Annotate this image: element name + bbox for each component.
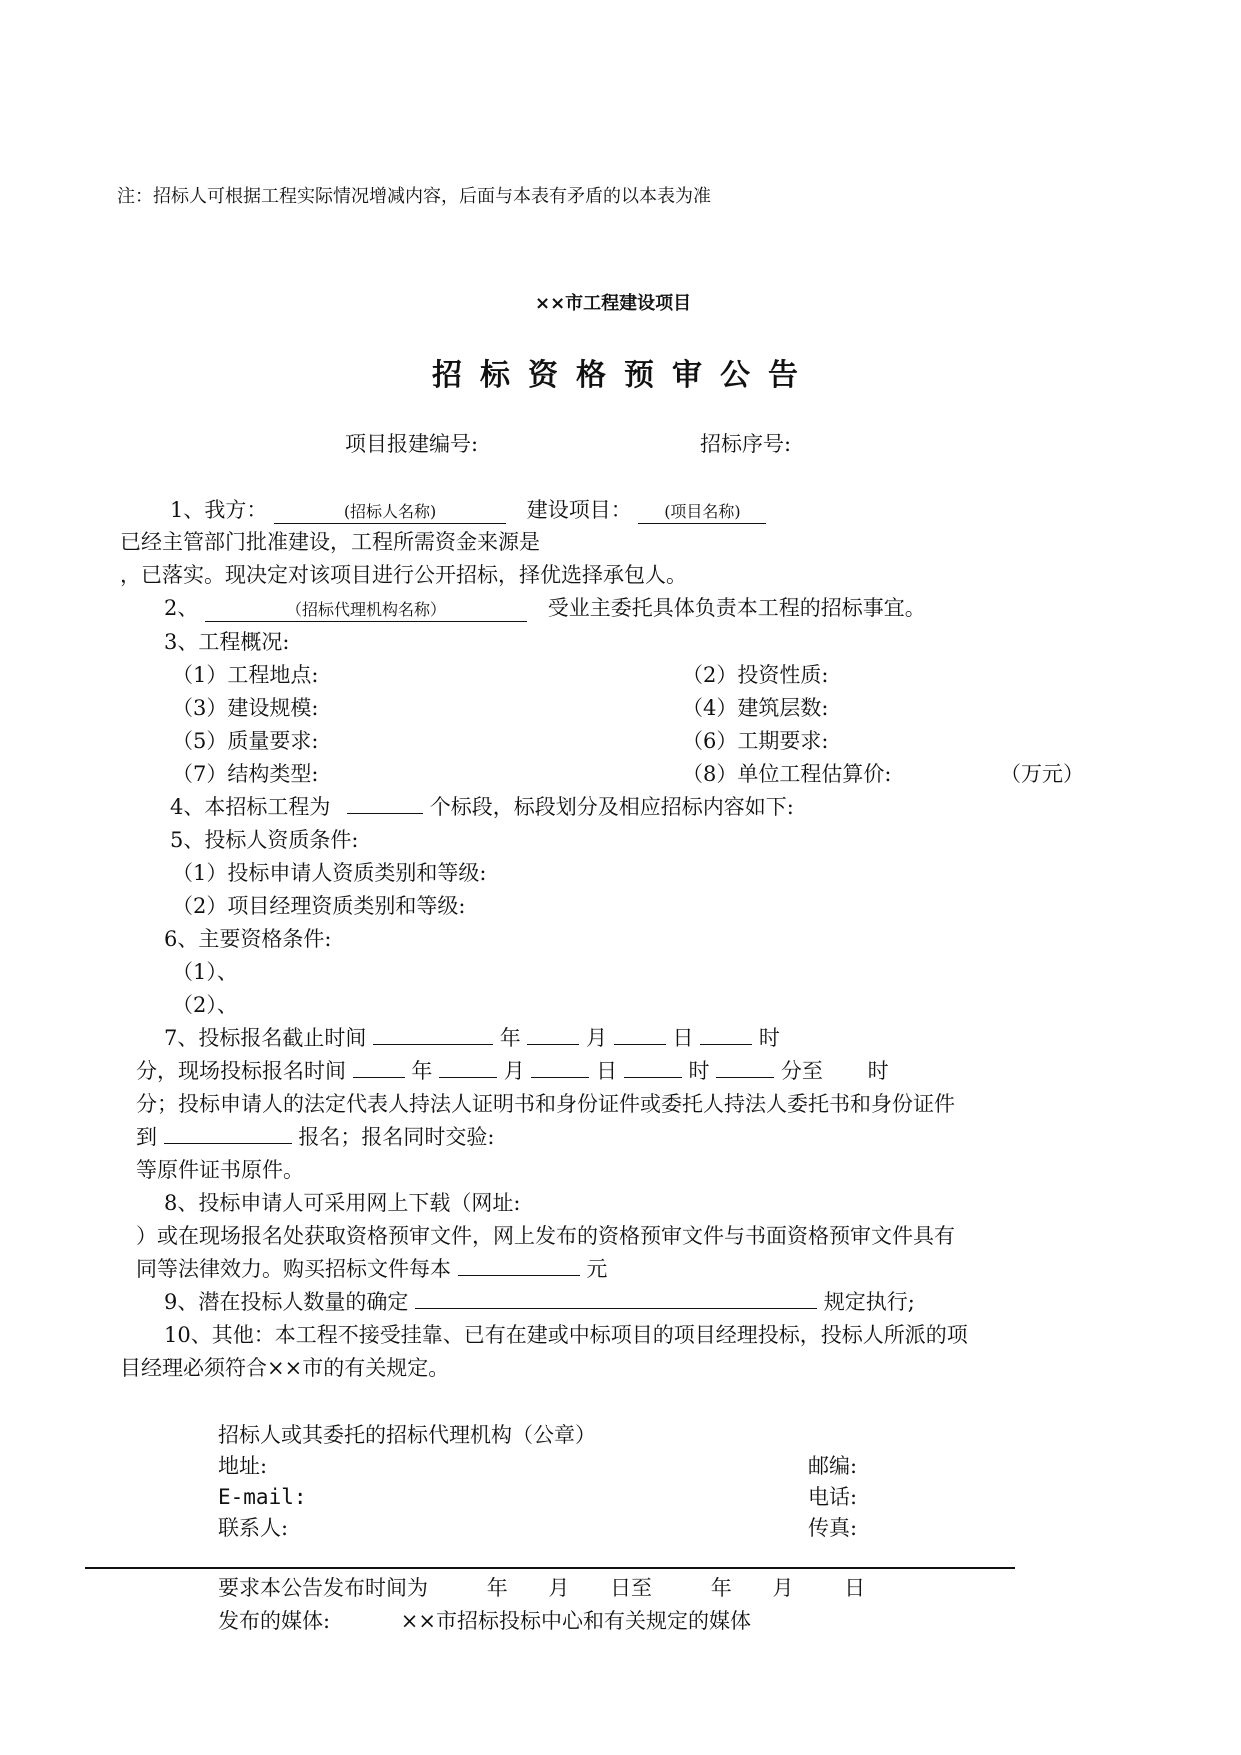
section-10-line-2: 目经理必须符合××市的有关规定。	[120, 1356, 450, 1380]
onsite-day-blank	[531, 1057, 589, 1078]
section-5-heading: 5、投标人资质条件:	[170, 828, 359, 852]
overview-item: （1）工程地点:	[172, 663, 319, 687]
section-2	[164, 594, 926, 622]
fax-label: 传真:	[808, 1516, 858, 1540]
tenderer-name-field: (招标人名称)	[274, 501, 506, 524]
section-6-heading: 6、主要资格条件:	[164, 927, 332, 951]
section-7-lead: 7、投标报名截止时间	[164, 1026, 367, 1050]
overview-item: （7）结构类型:	[172, 762, 319, 786]
onsite-month-blank	[439, 1057, 497, 1078]
overview-item: （3）建设规模:	[172, 696, 319, 720]
section-4	[170, 793, 794, 821]
day-label: 日	[596, 1059, 618, 1083]
purchase-price-lead: 同等法律效力。购买招标文件每本	[136, 1257, 451, 1281]
hour-label: 时	[688, 1059, 710, 1083]
section-9-tail: 规定执行;	[823, 1290, 915, 1314]
deadline-year-blank	[373, 1024, 493, 1045]
month-label: 月	[503, 1059, 525, 1083]
yuan-label: 元	[586, 1257, 608, 1281]
project-no-label: 项目报建编号:	[345, 432, 479, 456]
condition-item: （1）、	[172, 960, 238, 984]
day-label: 日	[844, 1576, 866, 1600]
month-label: 月	[772, 1576, 794, 1600]
section-1-line-1	[170, 496, 766, 524]
document-price-blank	[458, 1255, 580, 1276]
overview-item: （5）质量要求:	[172, 729, 319, 753]
section-8-line-2: ）或在现场报名处获取资格预审文件，网上发布的资格预审文件与书面资格预审文件具有	[136, 1224, 955, 1248]
section-9	[164, 1288, 915, 1316]
onsite-year-blank	[353, 1057, 405, 1078]
media-value: ××市招标投标中心和有关规定的媒体	[400, 1609, 751, 1633]
month-label: 月	[586, 1026, 608, 1050]
day-label: 日	[672, 1026, 694, 1050]
section-8-line-3	[136, 1255, 607, 1283]
bid-seq-label: 招标序号:	[700, 432, 792, 456]
media-label: 发布的媒体:	[218, 1609, 331, 1633]
registration-place-blank	[164, 1123, 292, 1144]
year-label: 年	[499, 1026, 521, 1050]
issuer-org-label: 招标人或其委托的招标代理机构（公章）	[218, 1423, 596, 1447]
day-to-label: 日至	[610, 1576, 653, 1600]
onsite-minute-blank	[716, 1057, 774, 1078]
postcode-label: 邮编:	[808, 1454, 858, 1478]
overview-item: （4）建筑层数:	[682, 696, 829, 720]
estimate-unit: （万元）	[1000, 762, 1084, 786]
section-1-line-3: ，已落实。现决定对该项目进行公开招标，择优选择承包人。	[120, 563, 687, 587]
section-2-tail: 受业主委托具体负责本工程的招标事宜。	[547, 596, 926, 620]
to-label: 到	[136, 1125, 157, 1149]
month-label: 月	[548, 1576, 570, 1600]
registration-tail: 报名；报名同时交验:	[298, 1125, 495, 1149]
publish-period-line	[218, 1574, 865, 1602]
deadline-day-blank	[614, 1024, 666, 1045]
condition-item: （2）、	[172, 993, 238, 1017]
overview-item: （2）投资性质:	[682, 663, 829, 687]
project-name-field: (项目名称)	[638, 501, 766, 524]
section-1-lead: 1、我方：	[170, 498, 268, 522]
hour-label: 时	[758, 1026, 780, 1050]
bid-sections-blank	[347, 793, 423, 814]
minute-to-label: 分至	[780, 1059, 823, 1083]
year-label: 年	[486, 1576, 508, 1600]
overview-item: （6）工期要求:	[682, 729, 829, 753]
deadline-month-blank	[527, 1024, 579, 1045]
section-1-line-2: 已经主管部门批准建设，工程所需资金来源是	[120, 530, 540, 554]
section-10-line-1: 10、其他：本工程不接受挂靠、已有在建或中标项目的项目经理投标，投标人所派的项	[164, 1323, 968, 1347]
contact-label: 联系人:	[218, 1516, 289, 1540]
address-label: 地址:	[218, 1454, 268, 1478]
section-7-line-1	[164, 1024, 780, 1052]
qualification-item: （1）投标申请人资质类别和等级:	[172, 861, 487, 885]
onsite-hour-blank	[624, 1057, 682, 1078]
section-4-lead: 4、本招标工程为	[170, 795, 331, 819]
publish-period-lead: 要求本公告发布时间为	[218, 1576, 428, 1600]
deadline-hour-blank	[700, 1024, 752, 1045]
onsite-time-lead: 分，现场投标报名时间	[136, 1059, 346, 1083]
hour-label: 时	[867, 1059, 889, 1083]
email-label: E-mail:	[218, 1485, 307, 1509]
section-2-lead: 2、	[164, 596, 199, 620]
agency-name-field: （招标代理机构名称）	[205, 599, 527, 622]
horizontal-rule	[85, 1567, 1015, 1569]
qualification-item: （2）项目经理资质类别和等级:	[172, 894, 466, 918]
section-7-line-3: 分；投标申请人的法定代表人持法人证明书和身份证件或委托人持法人委托书和身份证件	[136, 1092, 955, 1116]
section-7-line-5: 等原件证书原件。	[136, 1158, 304, 1182]
overview-item: （8）单位工程估算价:	[682, 762, 892, 786]
section-4-tail: 个标段，标段划分及相应招标内容如下:	[429, 795, 794, 819]
phone-label: 电话:	[808, 1485, 858, 1509]
document-title: 招标资格预审公告	[432, 358, 816, 393]
bidder-count-rule-blank	[415, 1288, 817, 1309]
publish-media-line	[218, 1607, 751, 1635]
section-9-lead: 9、潜在投标人数量的确定	[164, 1290, 409, 1314]
year-label: 年	[411, 1059, 433, 1083]
section-8-line-1: 8、投标申请人可采用网上下载（网址:	[164, 1191, 521, 1215]
section-7-line-4	[136, 1123, 494, 1151]
section-7-line-2	[136, 1057, 889, 1085]
note-text: 注：招标人可根据工程实际情况增减内容，后面与本表有矛盾的以本表为准	[117, 186, 711, 207]
section-3-heading: 3、工程概况:	[164, 630, 290, 654]
year-label: 年	[710, 1576, 732, 1600]
project-label: 建设项目：	[526, 498, 632, 522]
document-subtitle: ××市工程建设项目	[535, 293, 692, 314]
